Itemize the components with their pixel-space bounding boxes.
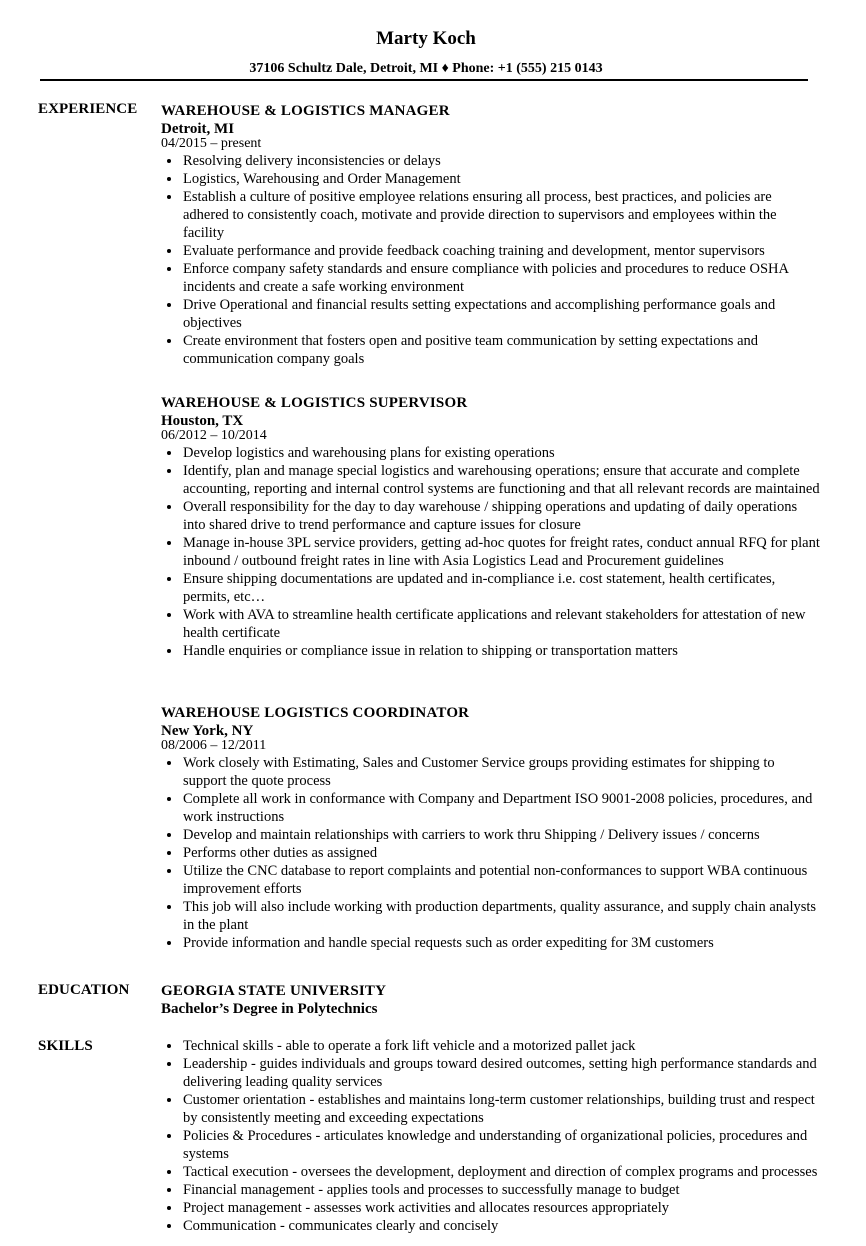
job-location: Detroit, MI xyxy=(161,121,235,137)
job-dates: 06/2012 – 10/2014 xyxy=(161,428,267,443)
job-dates: 04/2015 – present xyxy=(161,136,262,151)
section-heading-skills: SKILLS xyxy=(38,1038,93,1054)
degree-name: Bachelor’s Degree in Polytechnics xyxy=(161,1001,378,1017)
section-heading-education: EDUCATION xyxy=(38,982,130,998)
list-item: Drive Operational and financial results setting expectations and accomplishing performance goals and objectives xyxy=(161,296,821,332)
candidate-name: Marty Koch xyxy=(376,28,476,49)
list-item: Policies & Procedures - articulates knowledge and understanding of organizational policies, procedures and systems xyxy=(161,1127,821,1163)
list-item: Develop and maintain relationships with carriers to work thru Shipping / Delivery issues / concerns xyxy=(161,826,821,844)
list-item: Provide information and handle special requests such as order expediting for 3M customers xyxy=(161,934,821,952)
list-item: Tactical execution - oversees the development, deployment and direction of complex programs and processes xyxy=(161,1163,821,1181)
list-item: Financial management - applies tools and processes to successfully manage to budget xyxy=(161,1181,821,1199)
list-item: Ensure shipping documentations are updated and in-compliance i.e. cost statement, health certificates, permits, etc… xyxy=(161,570,821,606)
list-item: Communication - communicates clearly and concisely xyxy=(161,1217,821,1235)
job-title: WAREHOUSE LOGISTICS COORDINATOR xyxy=(161,705,470,721)
list-item: Create environment that fosters open and positive team communication by setting expectations and communication company goals xyxy=(161,332,821,368)
list-item: Project management - assesses work activities and allocates resources appropriately xyxy=(161,1199,821,1217)
job-bullets xyxy=(161,152,821,368)
list-item: Performs other duties as assigned xyxy=(161,844,821,862)
job-entry xyxy=(161,102,821,368)
list-item: Establish a culture of positive employee relations ensuring all process, best practices, and policies are adhered to consistently coach, motivate and provide direction to supervisors and employees within the facility xyxy=(161,188,821,242)
job-entry xyxy=(161,394,821,660)
education-entry xyxy=(161,982,821,1016)
list-item: Utilize the CNC database to report complaints and potential non-conformances to support WBA continuous improvement efforts xyxy=(161,862,821,898)
list-item: Complete all work in conformance with Company and Department ISO 9001-2008 policies, procedures, and work instructions xyxy=(161,790,821,826)
job-bullets xyxy=(161,444,821,660)
header-divider xyxy=(40,79,808,81)
list-item: Resolving delivery inconsistencies or delays xyxy=(161,152,821,170)
list-item: Technical skills - able to operate a fork lift vehicle and a motorized pallet jack xyxy=(161,1037,821,1055)
list-item: Manage in-house 3PL service providers, getting ad-hoc quotes for freight rates, conduct annual RFQ for plant inbound / outbound freight rates in line with Asia Logistics Lead and Procurement guidelines xyxy=(161,534,821,570)
list-item: Logistics, Warehousing and Order Management xyxy=(161,170,821,188)
list-item: Customer orientation - establishes and maintains long-term customer relationships, building trust and respect by consistently meeting and exceeding expectations xyxy=(161,1091,821,1127)
job-dates: 08/2006 – 12/2011 xyxy=(161,738,267,753)
list-item: Leadership - guides individuals and groups toward desired outcomes, setting high performance standards and delivering leading quality services xyxy=(161,1055,821,1091)
list-item: Work with AVA to streamline health certificate applications and relevant stakeholders for attestation of new health certificate xyxy=(161,606,821,642)
list-item: Enforce company safety standards and ensure compliance with policies and procedures to reduce OSHA incidents and create a safe working environment xyxy=(161,260,821,296)
section-heading-experience: EXPERIENCE xyxy=(38,101,138,117)
job-bullets xyxy=(161,754,821,952)
list-item: Identify, plan and manage special logistics and warehousing operations; ensure that accurate and complete accounting, reporting and internal control systems are functioning and that all relevant records are maintained xyxy=(161,462,821,498)
list-item: This job will also include working with production departments, quality assurance, and supply chain analysts in the plant xyxy=(161,898,821,934)
list-item: Evaluate performance and provide feedback coaching training and development, mentor supervisors xyxy=(161,242,821,260)
job-location: Houston, TX xyxy=(161,413,244,429)
list-item: Develop logistics and warehousing plans for existing operations xyxy=(161,444,821,462)
skills-entry xyxy=(161,1037,821,1235)
contact-line: 37106 Schultz Dale, Detroit, MI ♦ Phone: +1 (555) 215 0143 xyxy=(249,61,603,76)
job-title: WAREHOUSE & LOGISTICS MANAGER xyxy=(161,103,450,119)
list-item: Handle enquiries or compliance issue in relation to shipping or transportation matters xyxy=(161,642,821,660)
school-name: GEORGIA STATE UNIVERSITY xyxy=(161,983,387,999)
job-entry xyxy=(161,704,821,952)
list-item: Overall responsibility for the day to day warehouse / shipping operations and updating of daily operations into shared drive to trend performance and capture issues for closure xyxy=(161,498,821,534)
list-item: Work closely with Estimating, Sales and Customer Service groups providing estimates for shipping to support the quote process xyxy=(161,754,821,790)
skills-bullets xyxy=(161,1037,821,1235)
job-location: New York, NY xyxy=(161,723,254,739)
job-title: WAREHOUSE & LOGISTICS SUPERVISOR xyxy=(161,395,468,411)
